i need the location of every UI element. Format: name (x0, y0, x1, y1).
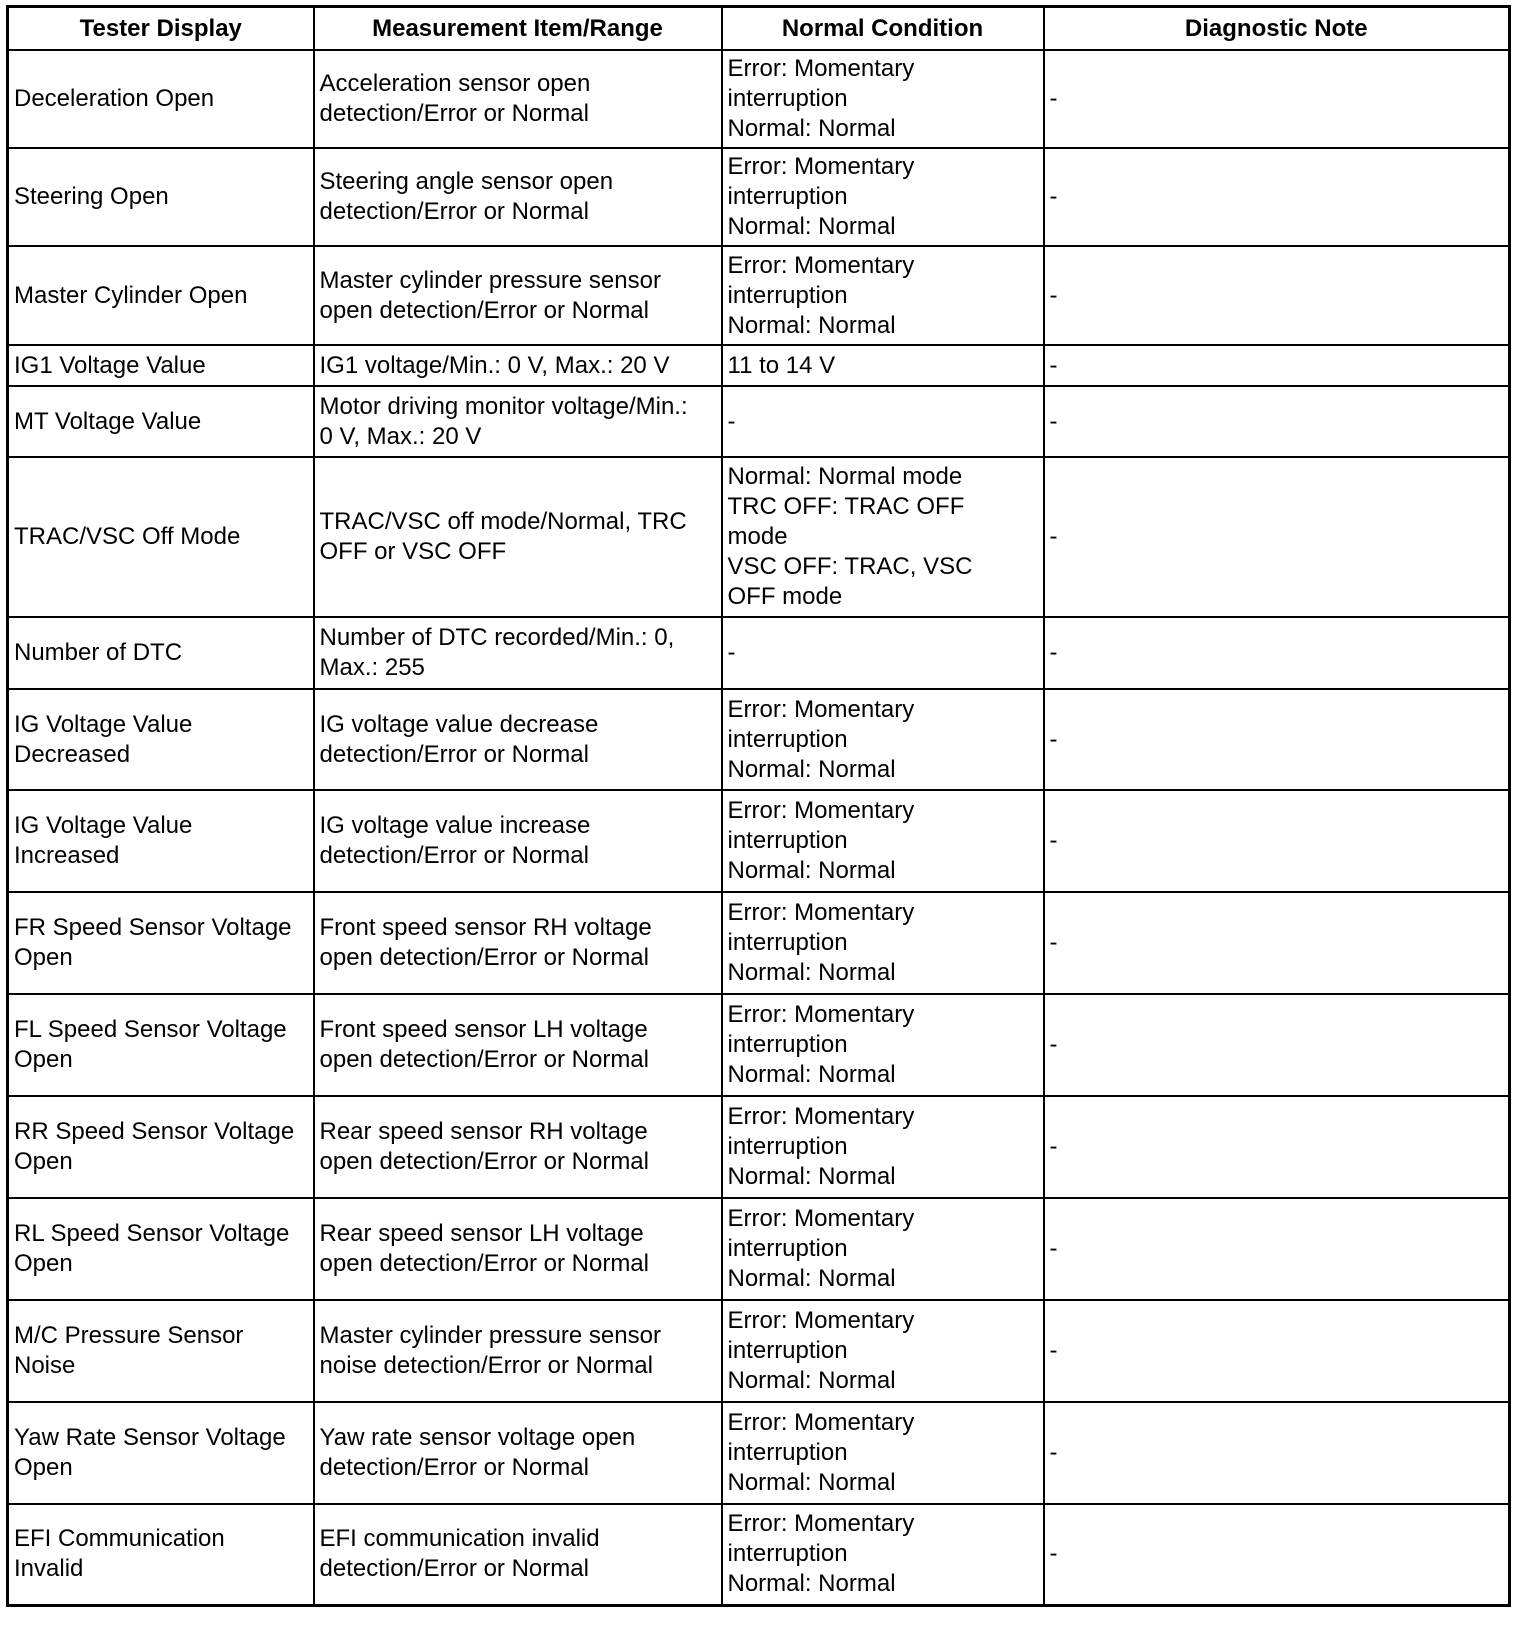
table-row (8, 345, 1510, 386)
tester-display-cell: FR Speed Sensor Voltage Open (8, 892, 314, 994)
diagnostic-note-cell: - (1044, 892, 1510, 994)
table-row (8, 148, 1510, 246)
header-row (8, 7, 1510, 51)
measurement-cell: Number of DTC recorded/Min.: 0, Max.: 255 (314, 617, 722, 689)
diagnostic-note-cell: - (1044, 457, 1510, 617)
table-row (8, 994, 1510, 1096)
table-row (8, 689, 1510, 790)
measurement-cell: Master cylinder pressure sensor noise detection/Error or Normal (314, 1300, 722, 1402)
normal-condition-cell: Error: Momentary interruption Normal: Normal (722, 1096, 1044, 1198)
tester-display-cell: RL Speed Sensor Voltage Open (8, 1198, 314, 1300)
normal-condition-cell: - (722, 617, 1044, 689)
normal-condition-cell: Error: Momentary interruption Normal: Normal (722, 246, 1044, 345)
tester-display-cell: Number of DTC (8, 617, 314, 689)
tester-display-cell: TRAC/VSC Off Mode (8, 457, 314, 617)
table-row (8, 386, 1510, 457)
header-normal-condition: Normal Condition (722, 7, 1044, 51)
normal-condition-cell: Error: Momentary interruption Normal: Normal (722, 1300, 1044, 1402)
table-row (8, 246, 1510, 345)
measurement-cell: Steering angle sensor open detection/Error or Normal (314, 148, 722, 246)
table-row (8, 1402, 1510, 1504)
normal-condition-cell: - (722, 386, 1044, 457)
diagnostic-note-cell: - (1044, 1096, 1510, 1198)
tester-display-cell: Deceleration Open (8, 50, 314, 148)
diagnostic-note-cell: - (1044, 1198, 1510, 1300)
measurement-cell: Motor driving monitor voltage/Min.: 0 V, Max.: 20 V (314, 386, 722, 457)
diagnostic-note-cell: - (1044, 1300, 1510, 1402)
table-row (8, 50, 1510, 148)
diagnostic-note-cell: - (1044, 689, 1510, 790)
diagnostic-note-cell: - (1044, 994, 1510, 1096)
normal-condition-cell: Error: Momentary interruption Normal: Normal (722, 994, 1044, 1096)
header-measurement-item-range: Measurement Item/Range (314, 7, 722, 51)
diagnostic-note-cell: - (1044, 1504, 1510, 1605)
measurement-cell: TRAC/VSC off mode/Normal, TRC OFF or VSC OFF (314, 457, 722, 617)
table-row (8, 892, 1510, 994)
measurement-cell: IG voltage value increase detection/Error or Normal (314, 790, 722, 892)
normal-condition-cell: Error: Momentary interruption Normal: Normal (722, 148, 1044, 246)
table-row (8, 1504, 1510, 1605)
normal-condition-cell: Error: Momentary interruption Normal: Normal (722, 892, 1044, 994)
diagnostic-note-cell: - (1044, 386, 1510, 457)
table-row (8, 617, 1510, 689)
tester-display-cell: IG1 Voltage Value (8, 345, 314, 386)
table-row (8, 1198, 1510, 1300)
table-row (8, 790, 1510, 892)
measurement-cell: Rear speed sensor LH voltage open detection/Error or Normal (314, 1198, 722, 1300)
tester-display-cell: EFI Communication Invalid (8, 1504, 314, 1605)
tester-display-cell: Yaw Rate Sensor Voltage Open (8, 1402, 314, 1504)
table-row (8, 457, 1510, 617)
table-row (8, 1096, 1510, 1198)
normal-condition-cell: Error: Momentary interruption Normal: Normal (722, 1402, 1044, 1504)
header-diagnostic-note: Diagnostic Note (1044, 7, 1510, 51)
diagnostic-note-cell: - (1044, 617, 1510, 689)
normal-condition-cell: Error: Momentary interruption Normal: Normal (722, 790, 1044, 892)
measurement-cell: Front speed sensor RH voltage open detection/Error or Normal (314, 892, 722, 994)
measurement-cell: IG1 voltage/Min.: 0 V, Max.: 20 V (314, 345, 722, 386)
tester-display-cell: M/C Pressure Sensor Noise (8, 1300, 314, 1402)
diagnostic-note-cell: - (1044, 148, 1510, 246)
measurement-cell: Yaw rate sensor voltage open detection/Error or Normal (314, 1402, 722, 1504)
measurement-cell: Acceleration sensor open detection/Error or Normal (314, 50, 722, 148)
diagnostic-note-cell: - (1044, 1402, 1510, 1504)
diagnostic-note-cell: - (1044, 50, 1510, 148)
tester-display-cell: IG Voltage Value Decreased (8, 689, 314, 790)
diagnostic-note-cell: - (1044, 790, 1510, 892)
normal-condition-cell: Error: Momentary interruption Normal: Normal (722, 1504, 1044, 1605)
normal-condition-cell: Error: Momentary interruption Normal: Normal (722, 50, 1044, 148)
header-tester-display: Tester Display (8, 7, 314, 51)
measurement-cell: EFI communication invalid detection/Error or Normal (314, 1504, 722, 1605)
measurement-cell: Master cylinder pressure sensor open detection/Error or Normal (314, 246, 722, 345)
data-list-table (6, 5, 1511, 1607)
measurement-cell: IG voltage value decrease detection/Error or Normal (314, 689, 722, 790)
diagnostic-note-cell: - (1044, 246, 1510, 345)
tester-display-cell: Steering Open (8, 148, 314, 246)
tester-display-cell: RR Speed Sensor Voltage Open (8, 1096, 314, 1198)
normal-condition-cell: Error: Momentary interruption Normal: Normal (722, 689, 1044, 790)
tester-display-cell: MT Voltage Value (8, 386, 314, 457)
tester-display-cell: IG Voltage Value Increased (8, 790, 314, 892)
tester-display-cell: Master Cylinder Open (8, 246, 314, 345)
table-row (8, 1300, 1510, 1402)
normal-condition-cell: Error: Momentary interruption Normal: Normal (722, 1198, 1044, 1300)
measurement-cell: Rear speed sensor RH voltage open detection/Error or Normal (314, 1096, 722, 1198)
diagnostic-note-cell: - (1044, 345, 1510, 386)
tester-display-cell: FL Speed Sensor Voltage Open (8, 994, 314, 1096)
measurement-cell: Front speed sensor LH voltage open detection/Error or Normal (314, 994, 722, 1096)
normal-condition-cell: 11 to 14 V (722, 345, 1044, 386)
normal-condition-cell: Normal: Normal mode TRC OFF: TRAC OFF mode VSC OFF: TRAC, VSC OFF mode (722, 457, 1044, 617)
